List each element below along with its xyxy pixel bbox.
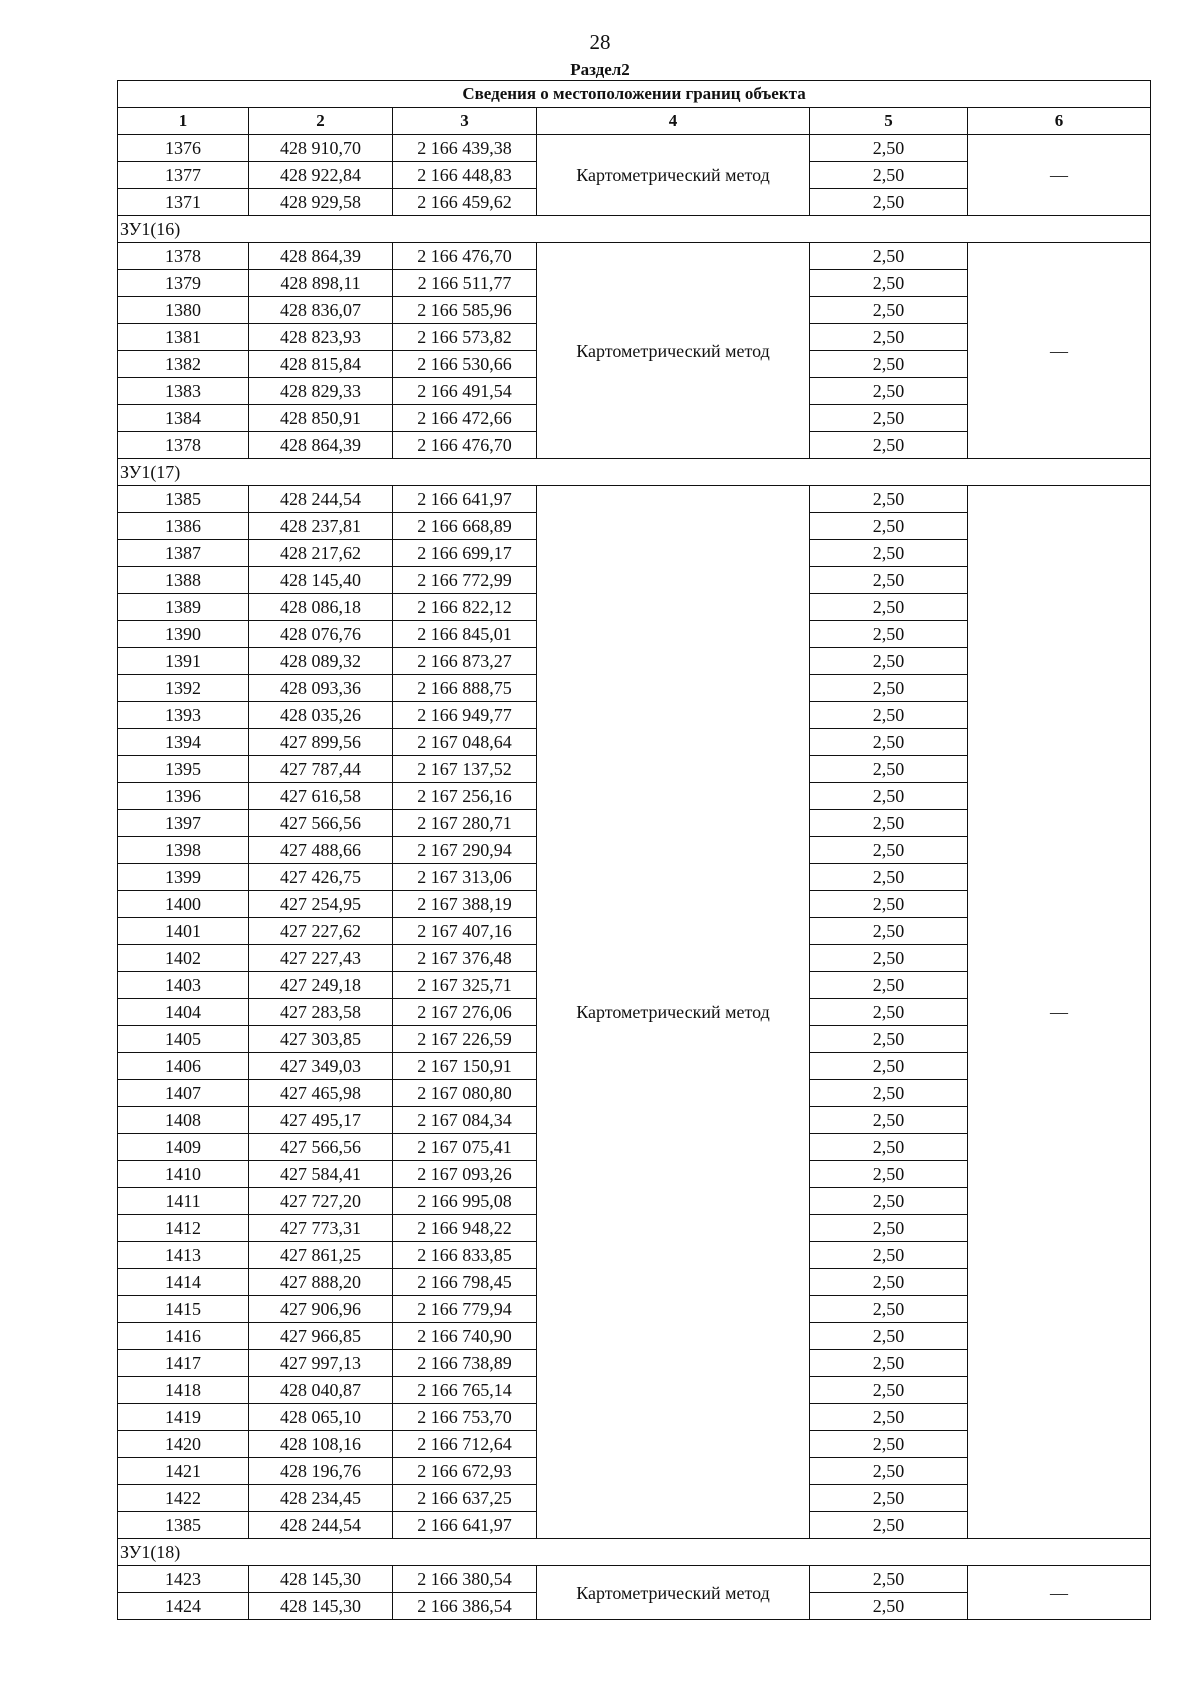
column-header: 4 [537,108,810,135]
x-coordinate: 427 861,25 [249,1242,393,1269]
accuracy-value: 2,50 [810,243,968,270]
accuracy-value: 2,50 [810,1134,968,1161]
point-number: 1423 [118,1566,249,1593]
x-coordinate: 428 929,58 [249,189,393,216]
accuracy-value: 2,50 [810,1350,968,1377]
y-coordinate: 2 166 476,70 [393,243,537,270]
y-coordinate: 2 167 325,71 [393,972,537,999]
accuracy-value: 2,50 [810,756,968,783]
accuracy-value: 2,50 [810,945,968,972]
accuracy-value: 2,50 [810,648,968,675]
accuracy-value: 2,50 [810,378,968,405]
accuracy-value: 2,50 [810,1188,968,1215]
x-coordinate: 427 303,85 [249,1026,393,1053]
group-label: ЗУ1(16) [118,216,1151,243]
y-coordinate: 2 166 779,94 [393,1296,537,1323]
x-coordinate: 428 910,70 [249,135,393,162]
y-coordinate: 2 166 740,90 [393,1323,537,1350]
y-coordinate: 2 166 753,70 [393,1404,537,1431]
page-number: 28 [589,30,611,54]
accuracy-value: 2,50 [810,297,968,324]
y-coordinate: 2 167 388,19 [393,891,537,918]
point-number: 1377 [118,162,249,189]
y-coordinate: 2 166 672,93 [393,1458,537,1485]
point-number: 1378 [118,432,249,459]
description-cell: — [968,243,1151,459]
y-coordinate: 2 166 798,45 [393,1269,537,1296]
x-coordinate: 428 864,39 [249,243,393,270]
point-number: 1391 [118,648,249,675]
x-coordinate: 428 035,26 [249,702,393,729]
x-coordinate: 428 823,93 [249,324,393,351]
x-coordinate: 428 234,45 [249,1485,393,1512]
y-coordinate: 2 167 313,06 [393,864,537,891]
y-coordinate: 2 167 290,94 [393,837,537,864]
accuracy-value: 2,50 [810,1485,968,1512]
point-number: 1424 [118,1593,249,1620]
point-number: 1406 [118,1053,249,1080]
x-coordinate: 428 040,87 [249,1377,393,1404]
y-coordinate: 2 166 995,08 [393,1188,537,1215]
y-coordinate: 2 166 511,77 [393,270,537,297]
point-number: 1422 [118,1485,249,1512]
x-coordinate: 428 898,11 [249,270,393,297]
y-coordinate: 2 166 845,01 [393,621,537,648]
point-number: 1421 [118,1458,249,1485]
accuracy-value: 2,50 [810,783,968,810]
accuracy-value: 2,50 [810,837,968,864]
y-coordinate: 2 166 948,22 [393,1215,537,1242]
point-number: 1413 [118,1242,249,1269]
x-coordinate: 427 227,43 [249,945,393,972]
group-label: ЗУ1(18) [118,1539,1151,1566]
accuracy-value: 2,50 [810,1458,968,1485]
x-coordinate: 428 922,84 [249,162,393,189]
point-number: 1411 [118,1188,249,1215]
y-coordinate: 2 166 472,66 [393,405,537,432]
point-number: 1381 [118,324,249,351]
point-number: 1405 [118,1026,249,1053]
method-cell: Картометрический метод [537,243,810,459]
x-coordinate: 428 815,84 [249,351,393,378]
accuracy-value: 2,50 [810,1593,968,1620]
column-header: 1 [118,108,249,135]
y-coordinate: 2 166 699,17 [393,540,537,567]
accuracy-value: 2,50 [810,351,968,378]
x-coordinate: 427 254,95 [249,891,393,918]
x-coordinate: 427 616,58 [249,783,393,810]
y-coordinate: 2 166 822,12 [393,594,537,621]
accuracy-value: 2,50 [810,702,968,729]
y-coordinate: 2 166 738,89 [393,1350,537,1377]
x-coordinate: 428 089,32 [249,648,393,675]
x-coordinate: 428 244,54 [249,1512,393,1539]
accuracy-value: 2,50 [810,891,968,918]
accuracy-value: 2,50 [810,1269,968,1296]
x-coordinate: 428 836,07 [249,297,393,324]
accuracy-value: 2,50 [810,594,968,621]
table-row [118,135,1151,162]
x-coordinate: 428 217,62 [249,540,393,567]
x-coordinate: 428 829,33 [249,378,393,405]
point-number: 1393 [118,702,249,729]
y-coordinate: 2 166 530,66 [393,351,537,378]
point-number: 1417 [118,1350,249,1377]
group-row [118,1539,1151,1566]
y-coordinate: 2 166 573,82 [393,324,537,351]
description-cell: — [968,486,1151,1539]
accuracy-value: 2,50 [810,567,968,594]
y-coordinate: 2 167 093,26 [393,1161,537,1188]
accuracy-value: 2,50 [810,405,968,432]
accuracy-value: 2,50 [810,486,968,513]
x-coordinate: 428 145,40 [249,567,393,594]
accuracy-value: 2,50 [810,513,968,540]
accuracy-value: 2,50 [810,864,968,891]
accuracy-value: 2,50 [810,1296,968,1323]
accuracy-value: 2,50 [810,432,968,459]
point-number: 1388 [118,567,249,594]
point-number: 1379 [118,270,249,297]
accuracy-value: 2,50 [810,621,968,648]
y-coordinate: 2 167 226,59 [393,1026,537,1053]
point-number: 1396 [118,783,249,810]
accuracy-value: 2,50 [810,189,968,216]
x-coordinate: 427 787,44 [249,756,393,783]
point-number: 1416 [118,1323,249,1350]
y-coordinate: 2 166 637,25 [393,1485,537,1512]
x-coordinate: 428 196,76 [249,1458,393,1485]
point-number: 1410 [118,1161,249,1188]
table-row [118,486,1151,513]
y-coordinate: 2 167 084,34 [393,1107,537,1134]
accuracy-value: 2,50 [810,675,968,702]
point-number: 1395 [118,756,249,783]
x-coordinate: 427 997,13 [249,1350,393,1377]
accuracy-value: 2,50 [810,1431,968,1458]
y-coordinate: 2 166 641,97 [393,1512,537,1539]
point-number: 1382 [118,351,249,378]
y-coordinate: 2 166 873,27 [393,648,537,675]
point-number: 1407 [118,1080,249,1107]
point-number: 1408 [118,1107,249,1134]
y-coordinate: 2 166 448,83 [393,162,537,189]
column-header: 6 [968,108,1151,135]
y-coordinate: 2 167 407,16 [393,918,537,945]
point-number: 1420 [118,1431,249,1458]
column-header: 5 [810,108,968,135]
y-coordinate: 2 166 641,97 [393,486,537,513]
accuracy-value: 2,50 [810,972,968,999]
point-number: 1394 [118,729,249,756]
point-number: 1402 [118,945,249,972]
y-coordinate: 2 167 137,52 [393,756,537,783]
point-number: 1387 [118,540,249,567]
y-coordinate: 2 166 491,54 [393,378,537,405]
y-coordinate: 2 166 386,54 [393,1593,537,1620]
x-coordinate: 427 888,20 [249,1269,393,1296]
accuracy-value: 2,50 [810,540,968,567]
x-coordinate: 427 249,18 [249,972,393,999]
x-coordinate: 427 465,98 [249,1080,393,1107]
accuracy-value: 2,50 [810,270,968,297]
group-label: ЗУ1(17) [118,459,1151,486]
x-coordinate: 428 093,36 [249,675,393,702]
x-coordinate: 427 566,56 [249,1134,393,1161]
x-coordinate: 427 283,58 [249,999,393,1026]
point-number: 1390 [118,621,249,648]
column-header: 3 [393,108,537,135]
accuracy-value: 2,50 [810,1512,968,1539]
y-coordinate: 2 166 380,54 [393,1566,537,1593]
y-coordinate: 2 166 772,99 [393,567,537,594]
x-coordinate: 428 244,54 [249,486,393,513]
point-number: 1389 [118,594,249,621]
point-number: 1404 [118,999,249,1026]
x-coordinate: 428 864,39 [249,432,393,459]
x-coordinate: 428 145,30 [249,1566,393,1593]
accuracy-value: 2,50 [810,729,968,756]
accuracy-value: 2,50 [810,1566,968,1593]
description-cell: — [968,1566,1151,1620]
accuracy-value: 2,50 [810,1161,968,1188]
y-coordinate: 2 166 668,89 [393,513,537,540]
x-coordinate: 428 145,30 [249,1593,393,1620]
y-coordinate: 2 167 376,48 [393,945,537,972]
x-coordinate: 427 495,17 [249,1107,393,1134]
y-coordinate: 2 167 150,91 [393,1053,537,1080]
x-coordinate: 427 899,56 [249,729,393,756]
x-coordinate: 428 237,81 [249,513,393,540]
table-title: Сведения о местоположении границ объекта [118,81,1151,108]
point-number: 1392 [118,675,249,702]
point-number: 1385 [118,1512,249,1539]
point-number: 1418 [118,1377,249,1404]
accuracy-value: 2,50 [810,810,968,837]
point-number: 1414 [118,1269,249,1296]
point-number: 1399 [118,864,249,891]
x-coordinate: 427 227,62 [249,918,393,945]
accuracy-value: 2,50 [810,1026,968,1053]
point-number: 1403 [118,972,249,999]
point-number: 1400 [118,891,249,918]
x-coordinate: 427 566,56 [249,810,393,837]
x-coordinate: 427 906,96 [249,1296,393,1323]
accuracy-value: 2,50 [810,918,968,945]
method-cell: Картометрический метод [537,135,810,216]
accuracy-value: 2,50 [810,1404,968,1431]
point-number: 1385 [118,486,249,513]
accuracy-value: 2,50 [810,999,968,1026]
method-cell: Картометрический метод [537,1566,810,1620]
y-coordinate: 2 167 075,41 [393,1134,537,1161]
coordinates-table [117,80,1151,1620]
accuracy-value: 2,50 [810,1242,968,1269]
description-cell: — [968,135,1151,216]
y-coordinate: 2 166 888,75 [393,675,537,702]
point-number: 1371 [118,189,249,216]
y-coordinate: 2 166 476,70 [393,432,537,459]
table-row [118,243,1151,270]
x-coordinate: 427 966,85 [249,1323,393,1350]
x-coordinate: 427 426,75 [249,864,393,891]
accuracy-value: 2,50 [810,135,968,162]
accuracy-value: 2,50 [810,1053,968,1080]
table-body [118,135,1151,1620]
point-number: 1398 [118,837,249,864]
x-coordinate: 428 065,10 [249,1404,393,1431]
y-coordinate: 2 166 585,96 [393,297,537,324]
point-number: 1380 [118,297,249,324]
accuracy-value: 2,50 [810,162,968,189]
accuracy-value: 2,50 [810,1323,968,1350]
x-coordinate: 428 850,91 [249,405,393,432]
y-coordinate: 2 166 459,62 [393,189,537,216]
accuracy-value: 2,50 [810,1215,968,1242]
point-number: 1383 [118,378,249,405]
point-number: 1378 [118,243,249,270]
y-coordinate: 2 166 712,64 [393,1431,537,1458]
group-row [118,459,1151,486]
point-number: 1415 [118,1296,249,1323]
y-coordinate: 2 166 833,85 [393,1242,537,1269]
x-coordinate: 428 086,18 [249,594,393,621]
y-coordinate: 2 167 048,64 [393,729,537,756]
y-coordinate: 2 167 276,06 [393,999,537,1026]
accuracy-value: 2,50 [810,1107,968,1134]
group-row [118,216,1151,243]
point-number: 1386 [118,513,249,540]
point-number: 1401 [118,918,249,945]
table-row [118,1566,1151,1593]
x-coordinate: 428 108,16 [249,1431,393,1458]
point-number: 1384 [118,405,249,432]
method-cell: Картометрический метод [537,486,810,1539]
x-coordinate: 427 349,03 [249,1053,393,1080]
x-coordinate: 427 584,41 [249,1161,393,1188]
x-coordinate: 428 076,76 [249,621,393,648]
y-coordinate: 2 167 080,80 [393,1080,537,1107]
x-coordinate: 427 727,20 [249,1188,393,1215]
y-coordinate: 2 167 256,16 [393,783,537,810]
section-label: Раздел2 [570,60,630,79]
point-number: 1397 [118,810,249,837]
column-header: 2 [249,108,393,135]
x-coordinate: 427 773,31 [249,1215,393,1242]
accuracy-value: 2,50 [810,1080,968,1107]
y-coordinate: 2 166 765,14 [393,1377,537,1404]
y-coordinate: 2 166 949,77 [393,702,537,729]
x-coordinate: 427 488,66 [249,837,393,864]
y-coordinate: 2 166 439,38 [393,135,537,162]
point-number: 1412 [118,1215,249,1242]
point-number: 1419 [118,1404,249,1431]
point-number: 1376 [118,135,249,162]
accuracy-value: 2,50 [810,1377,968,1404]
point-number: 1409 [118,1134,249,1161]
y-coordinate: 2 167 280,71 [393,810,537,837]
accuracy-value: 2,50 [810,324,968,351]
